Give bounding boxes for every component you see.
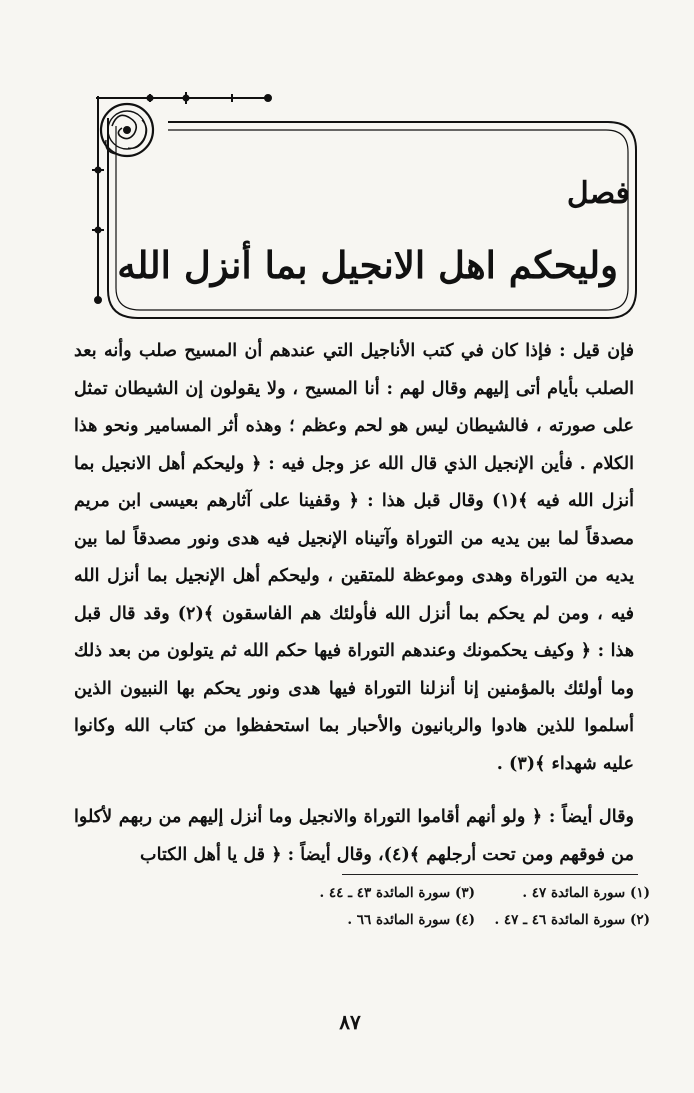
paragraph: فإن قيل : فإذا كان في كتب الأناجيل التي عندهم أن المسيح صلب وأنه بعد الصلب بأيام أتى إليهم وقال لهم : أنا المسيح ، ولا يقولون إن الشيطان تمثل على صورته ، فالشيطان ليس هو لحم وعظم ؛ وهذه أثر المسامير ونحو هذا الكلام . فأين الإنجيل الذي قال الله عز وجل فيه : ﴿ وليحكم أهل الانجيل بما أنزل الله فيه ﴾(١) وقال قبل هذا : ﴿ وقفينا على آثارهم بعيسى ابن مريم مصدقاً لما بين يديه من التوراة وآتيناه الإنجيل فيه هدى ونور مصدقاً لما بين يديه من التوراة وهدى وموعظة للمتقين ، وليحكم أهل الإنجيل بما أنزل الله فيه ، ومن لم يحكم بما أنزل الله فأولئك هم الفاسقون ﴾(٢) وقد قال قبل هذا : ﴿ وكيف يحكمونك وعندهم التوراة فيها حكم الله ثم يتولون من بعد ذلك وما أولئك بالمؤمنين إنا أنزلنا التوراة فيها هدى ونور يحكم بها النبيون الذين أسلموا للذين هادوا والربانيون والأحبار بما استحفظوا من كتاب الله وكانوا عليه شهداء ﴾(٣) .: [74, 340, 634, 774]
footnote-3: (٣) سورة المائدة ٤٣ ـ ٤٤ .: [319, 885, 475, 901]
footnote-2: (٢) سورة المائدة ٤٦ ـ ٤٧ .: [494, 912, 650, 928]
section-label-text: فصل: [566, 176, 630, 211]
footnote-row: [300, 907, 650, 934]
footnote-4: (٤) سورة المائدة ٦٦ .: [347, 912, 475, 928]
footnote-divider: [342, 874, 638, 875]
footnote-row: [300, 880, 650, 907]
paragraph: وقال أيضاً : ﴿ ولو أنهم أقاموا التوراة والانجيل وما أنزل إليهم من ربهم لأكلوا من فوقهم ومن تحت أرجلهم ﴾(٤)، وقال أيضاً : ﴿ قل يا أهل الكتاب: [74, 806, 634, 865]
footnote-1: (١) سورة المائدة ٤٧ .: [522, 885, 650, 901]
section-heading: [490, 176, 630, 216]
page-number: ٨٧: [339, 1010, 361, 1034]
chapter-title: وليحكم اهل الانجيل بما أنزل الله: [117, 243, 618, 287]
footnotes: [300, 880, 650, 934]
body-text: [74, 332, 634, 873]
